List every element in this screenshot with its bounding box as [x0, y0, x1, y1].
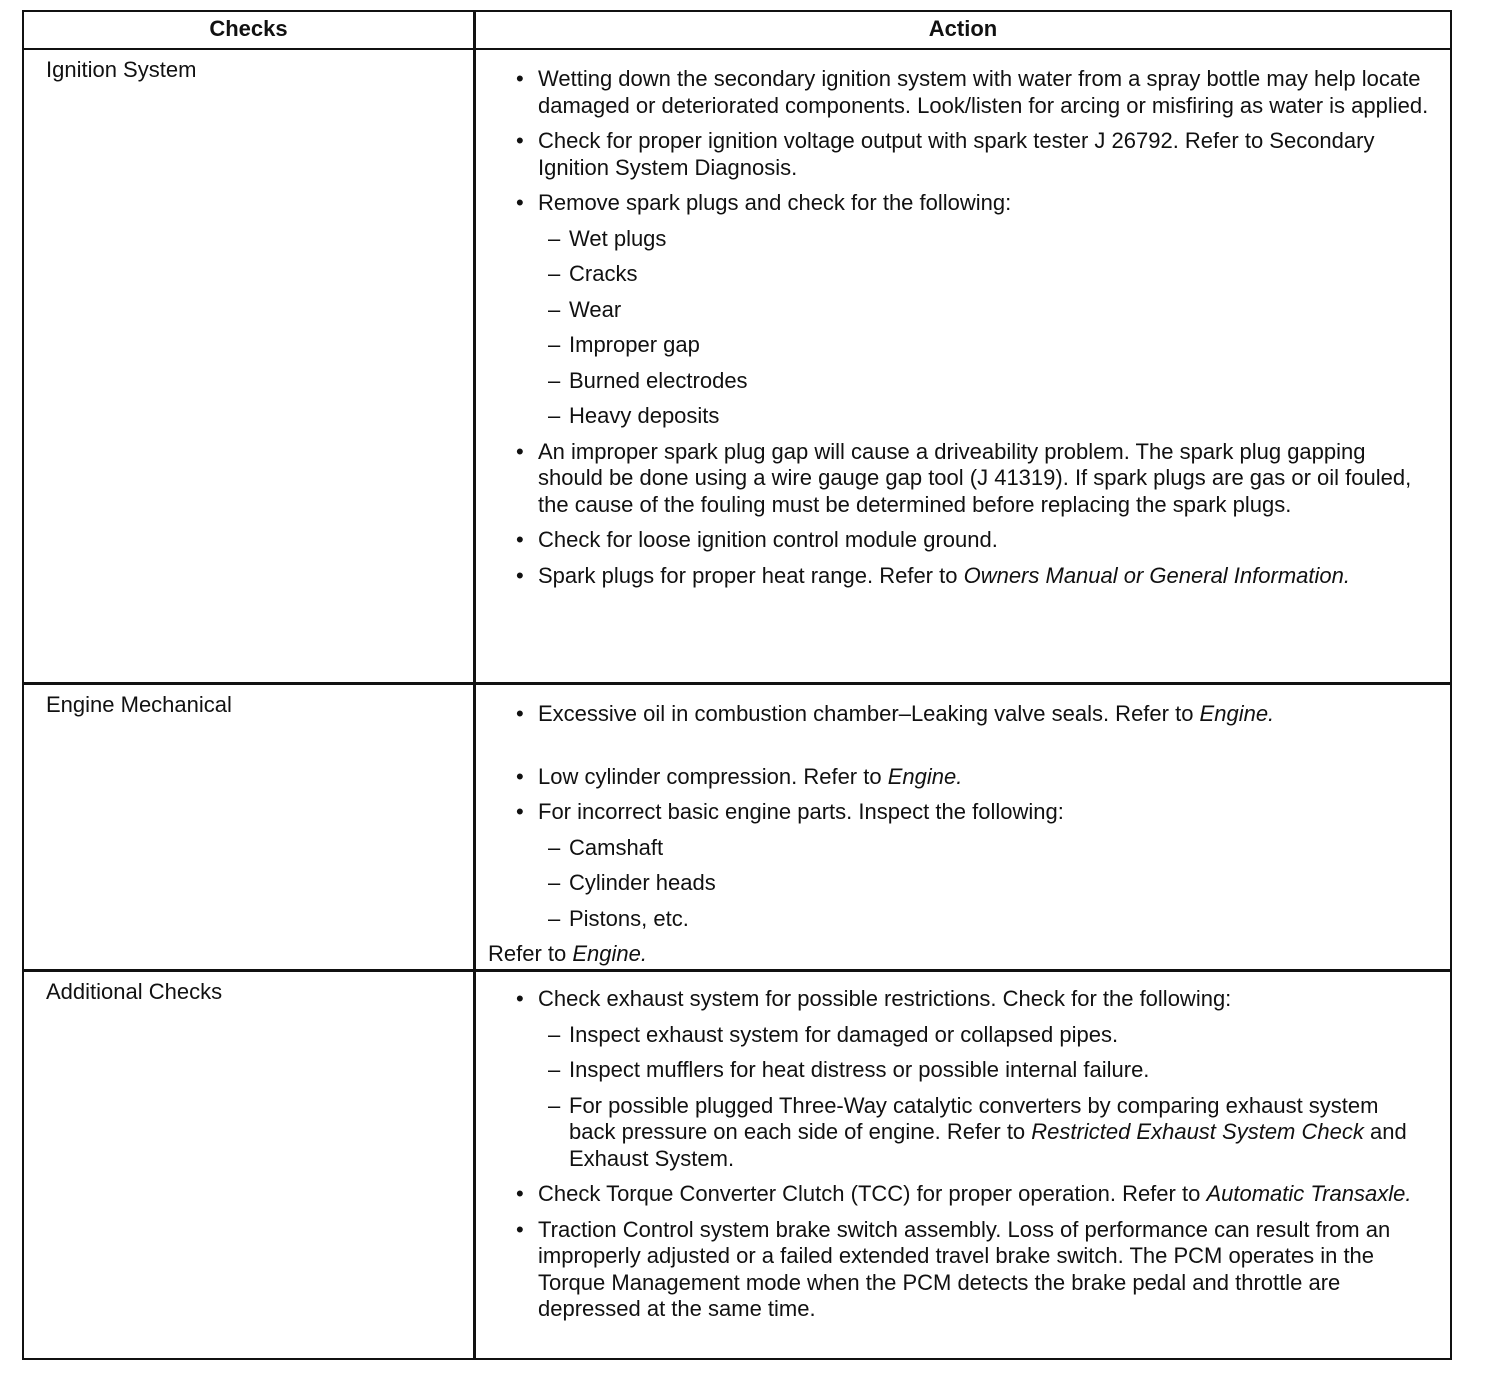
dash-icon: –: [548, 870, 561, 895]
item-text: Excessive oil in combustion chamber–Leaking valve seals. Refer to: [538, 701, 1200, 726]
bullet-item: [488, 1217, 1430, 1323]
item-text: Refer to: [488, 941, 573, 966]
item-text: Traction Control system brake switch assembly. Loss of performance can result from an improperly adjusted or a failed extended travel brake switch. The PCM operates in the Torque Management mode when the PCM detects the brake pedal and throttle are depressed at the same time.: [538, 1216, 1391, 1321]
action-cell: [476, 972, 1450, 1358]
item-text: Check for loose ignition control module ground.: [538, 527, 998, 552]
bullet-item: [488, 190, 1430, 217]
table-row: [24, 972, 1450, 1358]
dash-icon: –: [548, 296, 561, 322]
dash-icon: –: [548, 1092, 561, 1118]
table-row: [24, 50, 1450, 685]
dash-icon: –: [548, 225, 561, 251]
dash-icon: –: [548, 905, 561, 931]
bullet-item: [488, 1181, 1430, 1208]
bullet-item: [488, 986, 1430, 1013]
sub-item: [488, 870, 1430, 897]
sub-item: [488, 835, 1430, 862]
item-text: Wear: [569, 296, 622, 322]
diagnostic-table: [22, 10, 1452, 1360]
item-text: Check Torque Converter Clutch (TCC) for proper operation. Refer to: [538, 1181, 1207, 1206]
dash-icon: –: [548, 1021, 561, 1047]
action-cell: [476, 685, 1450, 969]
sub-item: [488, 906, 1430, 933]
bullet-icon: •: [516, 701, 524, 726]
bullet-icon: •: [516, 1216, 524, 1242]
item-text: Remove spark plugs and check for the following:: [538, 190, 1012, 215]
item-text: Check exhaust system for possible restrictions. Check for the following:: [538, 986, 1232, 1011]
reference-link-text: Engine.: [1199, 701, 1275, 726]
bullet-icon: •: [516, 66, 524, 91]
dash-icon: –: [548, 834, 561, 860]
item-text: Burned electrodes: [569, 367, 748, 393]
reference-link-text: Engine.: [572, 941, 647, 966]
dash-icon: –: [548, 332, 561, 357]
reference-link-text: Automatic Transaxle.: [1206, 1181, 1412, 1206]
sub-item: [488, 226, 1430, 253]
bullet-item: [488, 439, 1430, 519]
dash-icon: –: [548, 367, 561, 393]
sub-item: [488, 368, 1430, 395]
bullet-item: [488, 563, 1430, 590]
sub-item: [488, 261, 1430, 288]
header-action: Action: [928, 16, 998, 41]
item-text: Inspect exhaust system for damaged or collapsed pipes.: [569, 1021, 1119, 1047]
bullet-item: [488, 701, 1430, 728]
bullet-icon: •: [516, 438, 524, 464]
sub-item: [488, 297, 1430, 324]
sub-item: [488, 1057, 1430, 1084]
sub-item: [488, 1022, 1430, 1049]
bullet-icon: •: [516, 190, 524, 215]
bullet-icon: •: [516, 1181, 524, 1206]
bullet-item: [488, 66, 1430, 119]
dash-icon: –: [548, 261, 561, 286]
check-label: Additional Checks: [24, 972, 476, 1358]
dash-icon: –: [548, 1057, 561, 1082]
item-text: For incorrect basic engine parts. Inspect the following:: [538, 799, 1064, 824]
bullet-icon: •: [516, 527, 524, 552]
reference-link-text: Engine.: [887, 763, 963, 789]
bullet-item: [488, 799, 1430, 826]
bullet-icon: •: [516, 562, 524, 588]
header-checks: Checks: [24, 12, 476, 48]
reference-link-text: Owners Manual or General Information.: [963, 562, 1350, 588]
bullet-item: [488, 764, 1430, 791]
note-text: [488, 941, 1430, 968]
sub-item: [488, 1093, 1430, 1173]
item-text: Low cylinder compression. Refer to: [538, 763, 888, 789]
item-text: Camshaft: [569, 834, 664, 860]
item-text: Heavy deposits: [569, 403, 720, 428]
bullet-icon: •: [516, 128, 524, 153]
check-label: Engine Mechanical: [24, 685, 476, 969]
check-label: Ignition System: [24, 50, 476, 682]
item-text: For possible plugged Three-Way catalytic converters by comparing exhaust system back pressure on each side of engine. Refer to: [569, 1092, 1379, 1144]
table-header: [24, 12, 1450, 50]
item-text: Cylinder heads: [569, 870, 716, 895]
bullet-item: [488, 527, 1430, 554]
bullet-icon: •: [516, 799, 524, 824]
sub-item: [488, 332, 1430, 359]
item-text: Cracks: [569, 261, 638, 286]
item-text: and Exhaust System.: [569, 1119, 1407, 1171]
item-text: Check for proper ignition voltage output with spark tester J 26792. Refer to Secondary Ignition System Diagnosis.: [538, 128, 1375, 180]
action-cell: [476, 50, 1450, 682]
bullet-item: [488, 128, 1430, 181]
dash-icon: –: [548, 403, 561, 428]
sub-item: [488, 403, 1430, 430]
reference-link-text: Restricted Exhaust System Check: [1031, 1119, 1364, 1144]
table-row: [24, 685, 1450, 972]
item-text: An improper spark plug gap will cause a driveability problem. The spark plug gapping should be done using a wire gauge gap tool (J 41319). If spark plugs are gas or oil fouled, the cause of the fouling must be determined before replacing the spark plugs.: [538, 438, 1412, 517]
item-text: Improper gap: [569, 332, 700, 357]
item-text: Spark plugs for proper heat range. Refer to: [538, 562, 964, 588]
bullet-icon: •: [516, 763, 524, 789]
item-text: Wet plugs: [569, 225, 667, 251]
item-text: Pistons, etc.: [569, 905, 689, 931]
item-text: Inspect mufflers for heat distress or possible internal failure.: [569, 1057, 1150, 1082]
bullet-icon: •: [516, 986, 524, 1011]
item-text: Wetting down the secondary ignition system with water from a spray bottle may help locate damaged or deteriorated components. Look/listen for arcing or misfiring as water is applied.: [538, 66, 1429, 118]
